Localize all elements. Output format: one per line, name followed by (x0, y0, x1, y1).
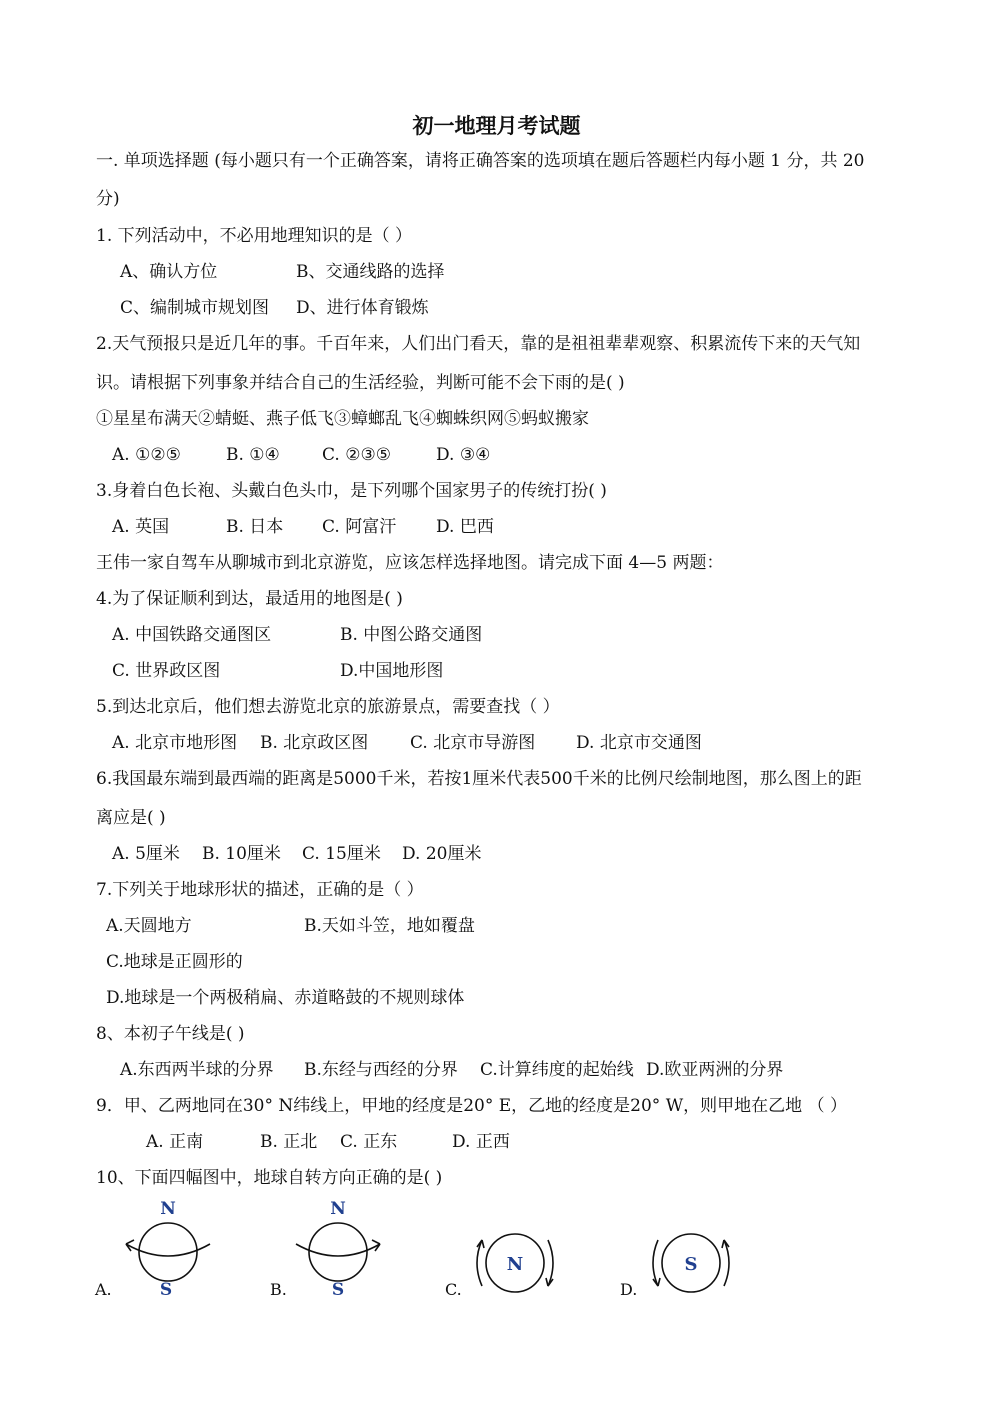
q1-option-b: B、交通线路的选择 (296, 262, 445, 282)
q7-stem: 7.下列关于地球形状的描述，正确的是（ ） (96, 880, 424, 900)
q2-stem-line2: 识。请根据下列事象并结合自己的生活经验，判断可能不会下雨的是( ) (96, 373, 625, 393)
q5-stem: 5.到达北京后，他们想去游览北京的旅游景点，需要查找（ ） (96, 697, 560, 717)
q10-option-c-label: C. (445, 1280, 462, 1299)
q9-stem: 9．甲、乙两地同在30° N纬线上，甲地的经度是20° E，乙地的经度是20° W，则甲地在乙地 （ ） (96, 1096, 847, 1116)
q8-option-d: D.欧亚两洲的分界 (646, 1060, 784, 1080)
north-pole-label: N (160, 1199, 176, 1219)
q2-option-a: A. ①②⑤ (112, 445, 181, 465)
q10-option-a-label: A. (95, 1280, 112, 1299)
q6-option-c: C. 15厘米 (302, 844, 381, 864)
q8-stem: 8、本初子午线是( ) (96, 1024, 245, 1044)
q9-option-b: B. 正北 (260, 1132, 318, 1152)
page-title: 初一地理月考试题 (412, 113, 581, 138)
q3-option-c: C. 阿富汗 (322, 517, 397, 537)
q7-option-c: C.地球是正圆形的 (106, 952, 243, 972)
intro-q4-q5: 王伟一家自驾车从聊城市到北京游览，应该怎样选择地图。请完成下面 4—5 两题： (96, 553, 724, 573)
q4-option-d: D.中国地形图 (340, 661, 444, 681)
north-pole-label: N (506, 1254, 524, 1275)
q3-stem: 3.身着白色长袍、头戴白色头巾，是下列哪个国家男子的传统打扮( ) (96, 481, 607, 501)
q2-option-c: C. ②③⑤ (322, 445, 391, 465)
q3-option-d: D. 巴西 (436, 517, 494, 537)
q4-option-a: A. 中国铁路交通图区 (112, 625, 272, 645)
q10-diagram-b (290, 1196, 390, 1300)
q10-diagram-d (646, 1226, 736, 1296)
q10-diagram-c (470, 1226, 560, 1296)
q4-stem: 4.为了保证顺利到达，最适用的地图是( ) (96, 589, 403, 609)
south-pole-label: S (159, 1280, 173, 1300)
q6-option-d: D. 20厘米 (402, 844, 482, 864)
south-pole-label: S (331, 1280, 345, 1300)
q6-stem-line1: 6.我国最东端到最西端的距离是5000千米，若按1厘米代表500千米的比例尺绘制地图，那么图上的距 (96, 769, 862, 789)
q8-option-a: A.东西两半球的分界 (120, 1060, 274, 1080)
q4-option-b: B. 中图公路交通图 (340, 625, 483, 645)
q3-option-b: B. 日本 (226, 517, 284, 537)
q6-stem-line2: 离应是( ) (96, 808, 166, 828)
q7-option-b: B.天如斗笠，地如覆盘 (304, 916, 475, 936)
q9-option-c: C. 正东 (340, 1132, 398, 1152)
q8-option-c: C.计算纬度的起始线 (480, 1060, 634, 1080)
q10-stem: 10、下面四幅图中，地球自转方向正确的是( ) (96, 1168, 443, 1188)
q7-option-a: A.天圆地方 (106, 916, 192, 936)
q5-option-c: C. 北京市导游图 (410, 733, 536, 753)
q5-option-b: B. 北京政区图 (260, 733, 369, 753)
q2-option-b: B. ①④ (226, 445, 280, 465)
q9-option-a: A. 正南 (146, 1132, 204, 1152)
q1-stem: 1. 下列活动中，不必用地理知识的是（ ） (96, 226, 413, 246)
q6-option-b: B. 10厘米 (202, 844, 281, 864)
q4-option-c: C. 世界政区图 (112, 661, 221, 681)
q1-option-a: A、确认方位 (120, 262, 218, 282)
q10-diagram-a (118, 1196, 218, 1300)
north-pole-label: N (330, 1199, 346, 1219)
q6-option-a: A. 5厘米 (112, 844, 180, 864)
q5-option-a: A. 北京市地形图 (112, 733, 238, 753)
q1-option-c: C、编制城市规划图 (120, 298, 270, 318)
q9-option-d: D. 正西 (452, 1132, 510, 1152)
q10-option-b-label: B. (270, 1280, 287, 1299)
q2-stem-line1: 2.天气预报只是近几年的事。千百年来，人们出门看天，靠的是祖祖辈辈观察、积累流传下来的天气知 (96, 334, 861, 354)
q2-option-d: D. ③④ (436, 445, 491, 465)
q7-option-d: D.地球是一个两极稍扁、赤道略鼓的不规则球体 (106, 988, 465, 1008)
q10-option-d-label: D. (620, 1280, 638, 1299)
q3-option-a: A. 英国 (112, 517, 170, 537)
q1-option-d: D、进行体育锻炼 (296, 298, 429, 318)
q8-option-b: B.东经与西经的分界 (304, 1060, 458, 1080)
section-header-line2: 分) (96, 189, 120, 209)
q5-option-d: D. 北京市交通图 (576, 733, 702, 753)
south-pole-label: S (684, 1254, 698, 1275)
section-header-line1: 一. 单项选择题 (每小题只有一个正确答案，请将正确答案的选项填在题后答题栏内每小题 1 分，共 20 (96, 151, 865, 171)
q2-items: ①星星布满天②蜻蜓、燕子低飞③蟑螂乱飞④蜘蛛织网⑤蚂蚁搬家 (96, 409, 589, 429)
